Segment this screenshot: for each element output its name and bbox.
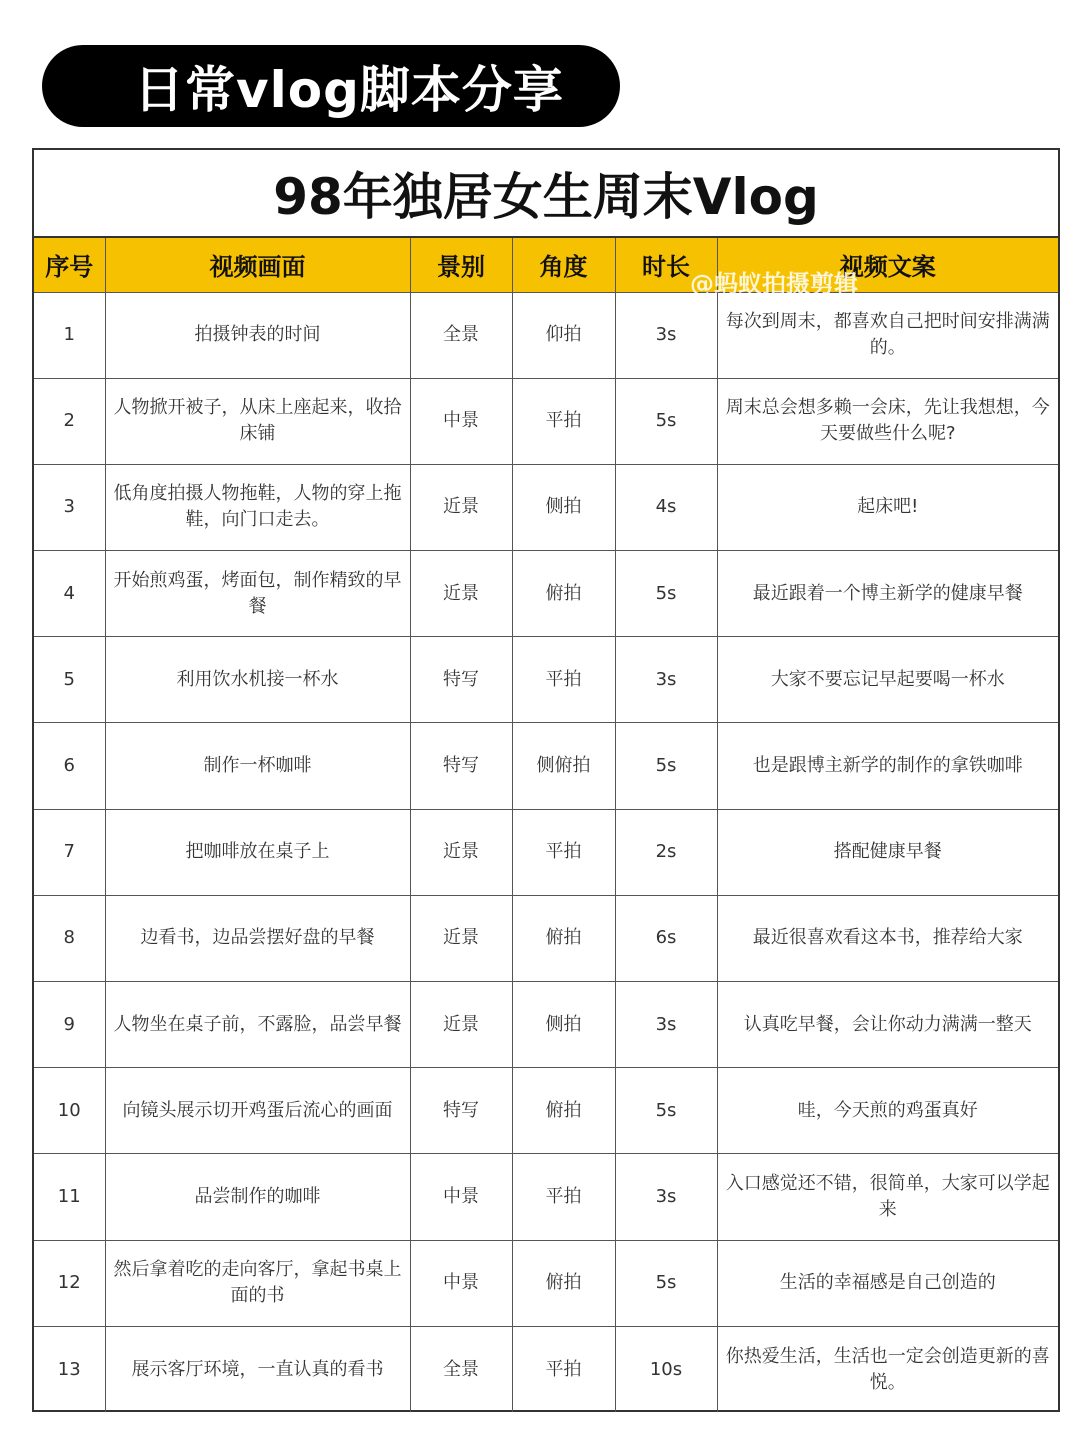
cell-scene: 制作一杯咖啡 <box>105 723 410 809</box>
cell-shot: 全景 <box>410 292 512 378</box>
header-scene: 视频画面 <box>105 238 410 292</box>
cell-shot: 全景 <box>410 1326 512 1412</box>
cell-angle: 俯拍 <box>512 551 615 637</box>
table-row <box>34 809 1058 895</box>
cell-scene: 展示客厅环境，一直认真的看书 <box>105 1326 410 1412</box>
cell-angle: 侧拍 <box>512 982 615 1068</box>
cell-copy: 也是跟博主新学的制作的拿铁咖啡 <box>717 723 1058 809</box>
table-row <box>34 292 1058 378</box>
cell-copy: 每次到周末，都喜欢自己把时间安排满满的。 <box>717 292 1058 378</box>
cell-duration: 5s <box>615 378 717 464</box>
table-row <box>34 464 1058 550</box>
cell-copy: 哇，今天煎的鸡蛋真好 <box>717 1068 1058 1154</box>
cell-scene: 低角度拍摄人物拖鞋，人物的穿上拖鞋，向门口走去。 <box>105 464 410 550</box>
cell-shot: 近景 <box>410 982 512 1068</box>
table-row <box>34 1154 1058 1240</box>
header-duration: 时长 <box>615 238 717 292</box>
cell-scene: 向镜头展示切开鸡蛋后流心的画面 <box>105 1068 410 1154</box>
table-row <box>34 1326 1058 1412</box>
cell-duration: 10s <box>615 1326 717 1412</box>
table-row <box>34 723 1058 809</box>
cell-duration: 3s <box>615 982 717 1068</box>
cell-shot: 近景 <box>410 551 512 637</box>
cell-no: 4 <box>34 551 105 637</box>
header-no: 序号 <box>34 238 105 292</box>
header-copy: 视频文案 <box>717 238 1058 292</box>
cell-copy: 生活的幸福感是自己创造的 <box>717 1240 1058 1326</box>
banner-title: 日常vlog脚本分享 <box>134 61 564 119</box>
cell-shot: 中景 <box>410 1154 512 1240</box>
cell-scene: 开始煎鸡蛋，烤面包，制作精致的早餐 <box>105 551 410 637</box>
table-title: 98年独居女生周末Vlog <box>34 150 1058 238</box>
cell-copy: 你热爱生活，生活也一定会创造更新的喜悦。 <box>717 1326 1058 1412</box>
cell-copy: 入口感觉还不错，很简单，大家可以学起来 <box>717 1154 1058 1240</box>
cell-angle: 平拍 <box>512 809 615 895</box>
cell-scene: 人物掀开被子，从床上座起来，收拾床铺 <box>105 378 410 464</box>
cell-angle: 平拍 <box>512 1154 615 1240</box>
table-row <box>34 1240 1058 1326</box>
cell-copy: 搭配健康早餐 <box>717 809 1058 895</box>
cell-no: 10 <box>34 1068 105 1154</box>
cell-copy: 最近很喜欢看这本书，推荐给大家 <box>717 895 1058 981</box>
cell-angle: 俯拍 <box>512 1240 615 1326</box>
table-row <box>34 895 1058 981</box>
script-table-card <box>32 148 1060 1412</box>
cell-scene: 拍摄钟表的时间 <box>105 292 410 378</box>
cell-duration: 6s <box>615 895 717 981</box>
cell-angle: 平拍 <box>512 378 615 464</box>
cell-copy: 周末总会想多赖一会床，先让我想想，今天要做些什么呢? <box>717 378 1058 464</box>
cell-shot: 近景 <box>410 809 512 895</box>
cell-scene: 人物坐在桌子前，不露脸，品尝早餐 <box>105 982 410 1068</box>
cell-duration: 3s <box>615 292 717 378</box>
cell-duration: 3s <box>615 1154 717 1240</box>
script-table <box>34 238 1058 1412</box>
cell-no: 1 <box>34 292 105 378</box>
cell-duration: 4s <box>615 464 717 550</box>
cell-duration: 5s <box>615 1068 717 1154</box>
cell-copy: 认真吃早餐，会让你动力满满一整天 <box>717 982 1058 1068</box>
table-header-row <box>34 238 1058 292</box>
cell-duration: 5s <box>615 1240 717 1326</box>
cell-scene: 把咖啡放在桌子上 <box>105 809 410 895</box>
cell-duration: 5s <box>615 551 717 637</box>
cell-no: 3 <box>34 464 105 550</box>
table-row <box>34 551 1058 637</box>
cell-no: 8 <box>34 895 105 981</box>
cell-copy: 最近跟着一个博主新学的健康早餐 <box>717 551 1058 637</box>
cell-duration: 3s <box>615 637 717 723</box>
cell-shot: 特写 <box>410 723 512 809</box>
cell-no: 13 <box>34 1326 105 1412</box>
cell-shot: 中景 <box>410 378 512 464</box>
cell-shot: 近景 <box>410 464 512 550</box>
table-row <box>34 982 1058 1068</box>
cell-no: 12 <box>34 1240 105 1326</box>
header-angle: 角度 <box>512 238 615 292</box>
cell-no: 9 <box>34 982 105 1068</box>
cell-duration: 2s <box>615 809 717 895</box>
cell-no: 6 <box>34 723 105 809</box>
title-banner <box>42 45 620 127</box>
cell-angle: 俯拍 <box>512 1068 615 1154</box>
cell-angle: 侧拍 <box>512 464 615 550</box>
cell-shot: 特写 <box>410 1068 512 1154</box>
header-shot: 景别 <box>410 238 512 292</box>
cell-no: 2 <box>34 378 105 464</box>
table-row <box>34 378 1058 464</box>
cell-angle: 侧俯拍 <box>512 723 615 809</box>
cell-scene: 边看书，边品尝摆好盘的早餐 <box>105 895 410 981</box>
cell-scene: 品尝制作的咖啡 <box>105 1154 410 1240</box>
cell-no: 7 <box>34 809 105 895</box>
cell-scene: 然后拿着吃的走向客厅，拿起书桌上面的书 <box>105 1240 410 1326</box>
cell-shot: 中景 <box>410 1240 512 1326</box>
watermark: @蚂蚁拍摄剪辑 <box>690 270 858 298</box>
cell-duration: 5s <box>615 723 717 809</box>
cell-angle: 平拍 <box>512 1326 615 1412</box>
cell-shot: 近景 <box>410 895 512 981</box>
cell-angle: 仰拍 <box>512 292 615 378</box>
cell-no: 11 <box>34 1154 105 1240</box>
cell-no: 5 <box>34 637 105 723</box>
cell-scene: 利用饮水机接一杯水 <box>105 637 410 723</box>
cell-shot: 特写 <box>410 637 512 723</box>
cell-copy: 起床吧! <box>717 464 1058 550</box>
table-row <box>34 637 1058 723</box>
cell-copy: 大家不要忘记早起要喝一杯水 <box>717 637 1058 723</box>
cell-angle: 平拍 <box>512 637 615 723</box>
table-row <box>34 1068 1058 1154</box>
cell-angle: 俯拍 <box>512 895 615 981</box>
